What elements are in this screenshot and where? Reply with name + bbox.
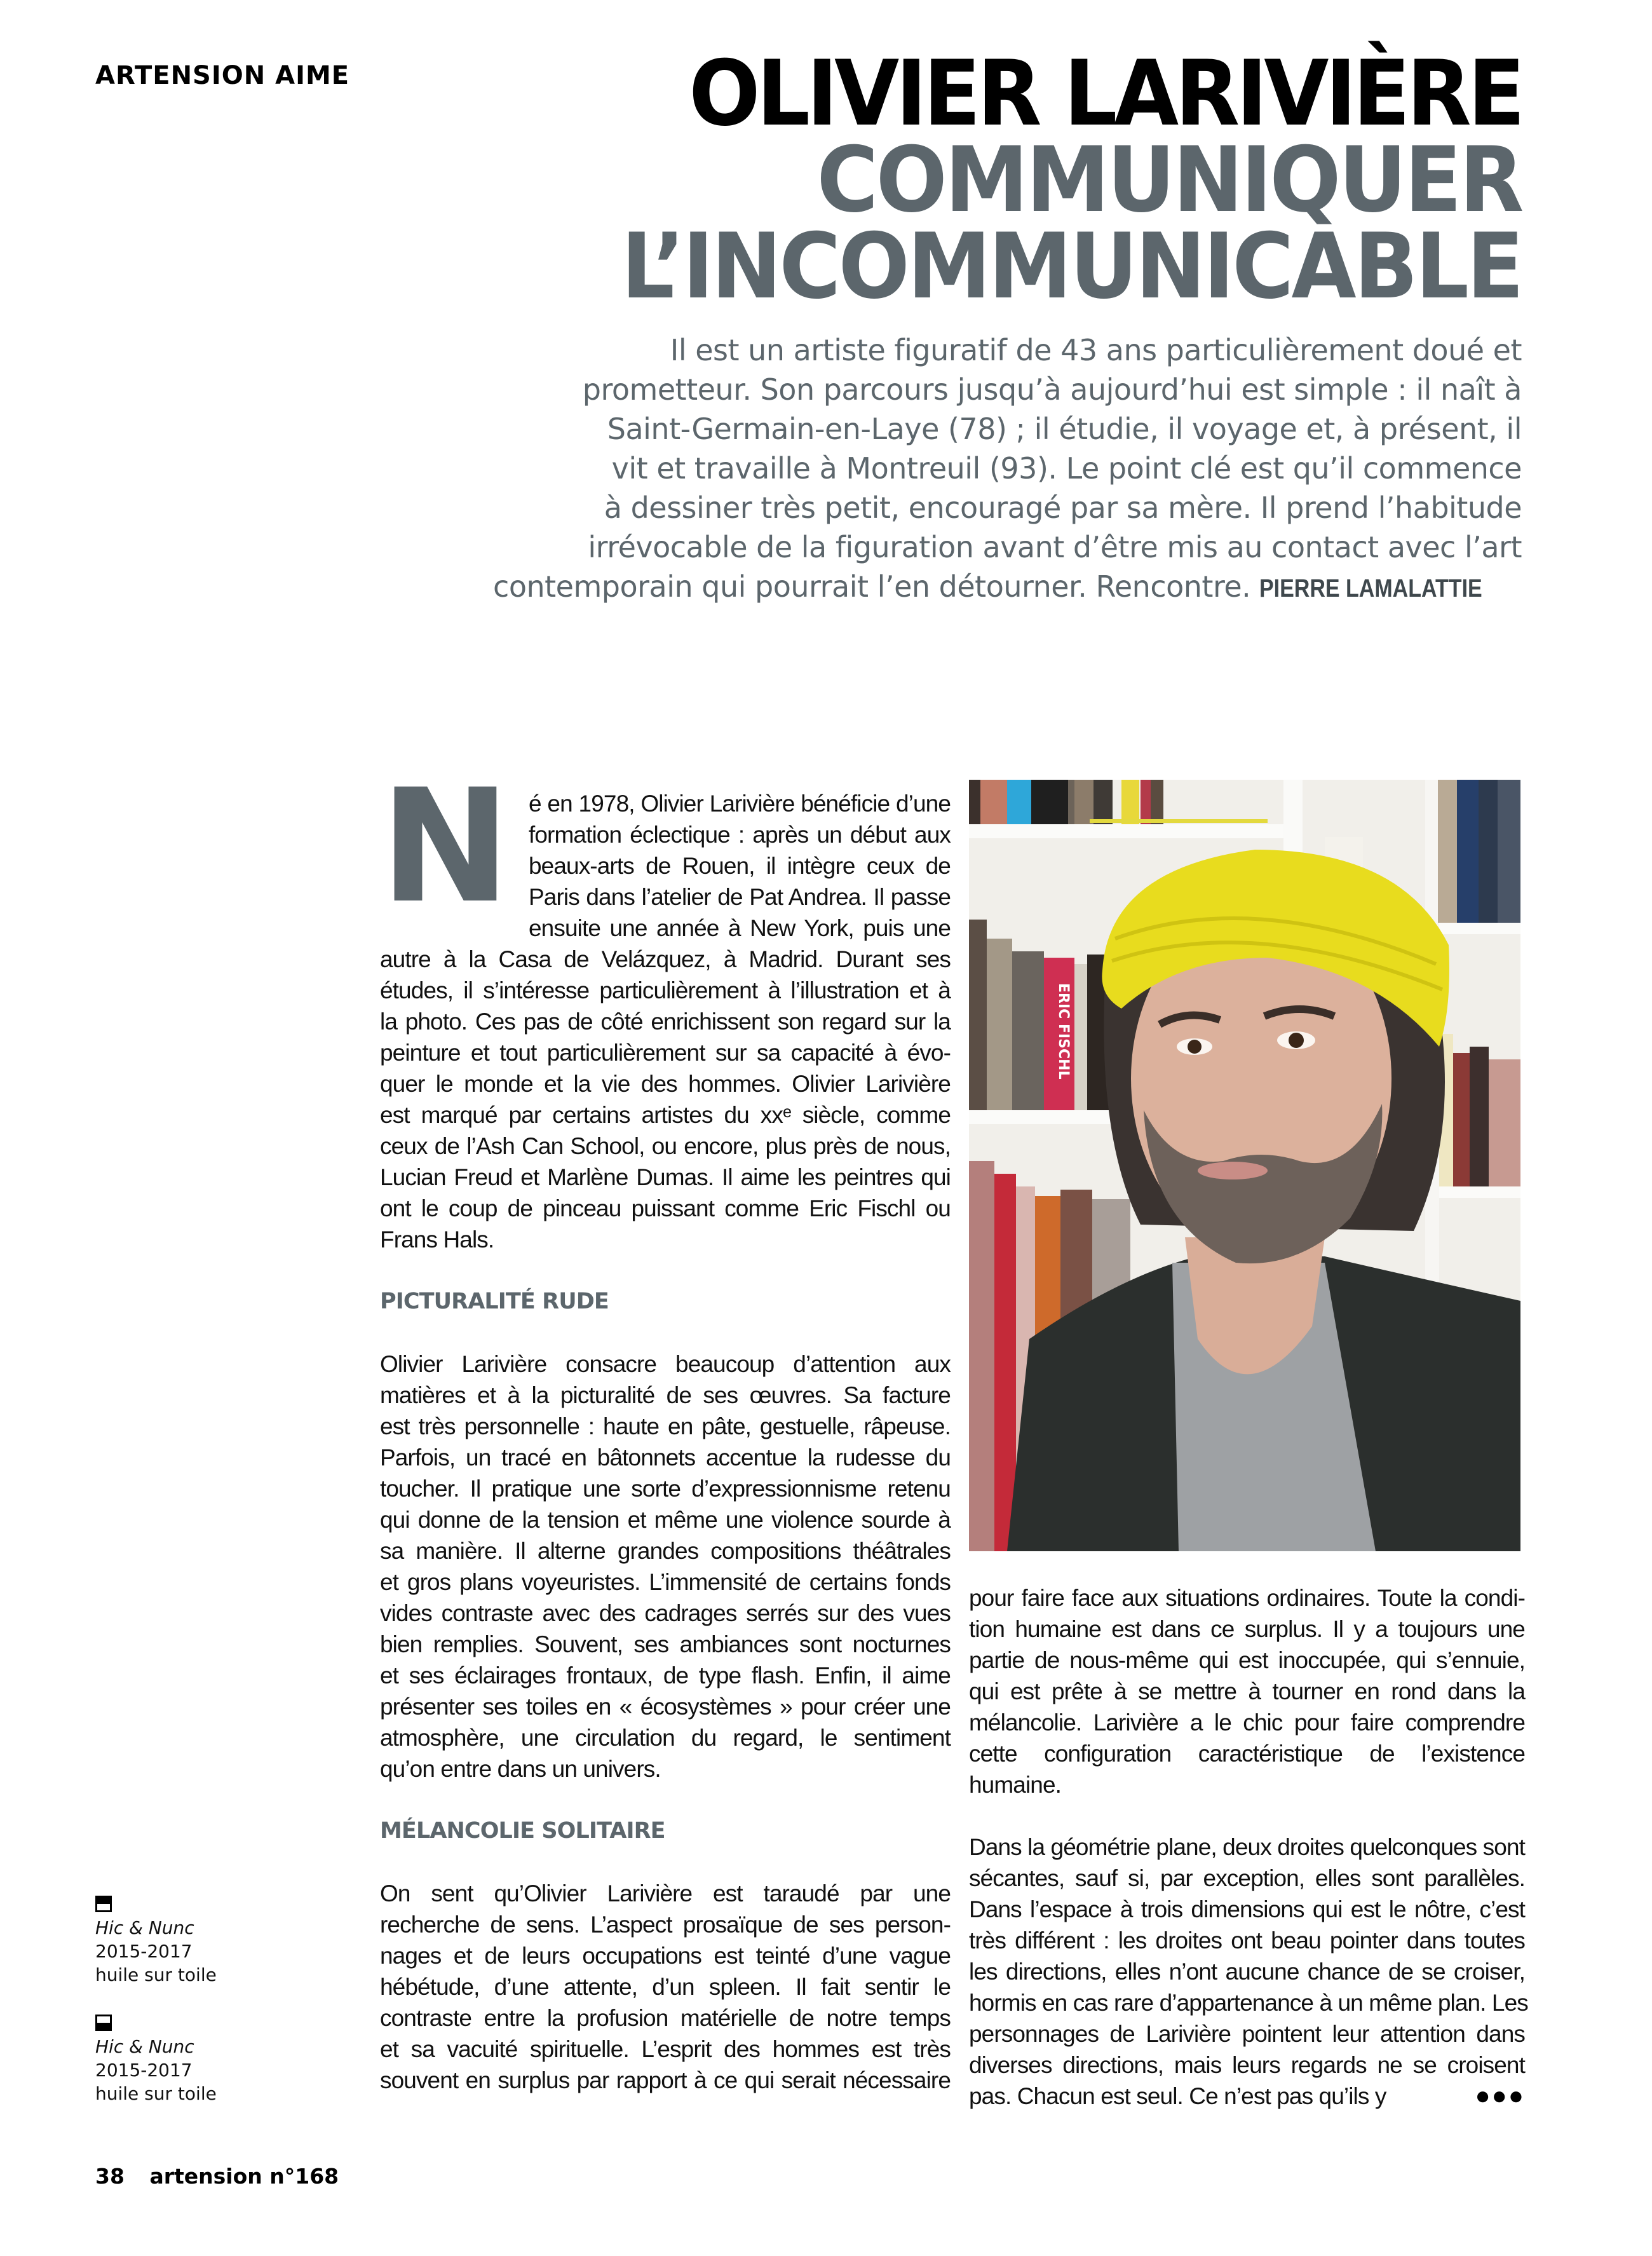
magazine-issue: artension n°168 [149, 2164, 339, 2189]
paragraph-line: ont le coup de pinceau puissant comme Eric Fischl ou [380, 1195, 951, 1221]
paragraph-line: Lucian Freud et Marlène Dumas. Il aime les peintres qui [380, 1164, 951, 1190]
artist-portrait-photo [969, 780, 1520, 1551]
portrait-illustration [969, 780, 1520, 1551]
paragraph-line: toucher. Il pratique une sorte d’expressionnisme retenu [380, 1476, 951, 1502]
standfirst [442, 330, 1522, 608]
article-title [553, 41, 1522, 319]
paragraph-line: est très personnelle : haute en pâte, gestuelle, râpeuse. [380, 1413, 951, 1439]
spacer [380, 1317, 951, 1349]
paragraph-line: tion humaine est dans ce surplus. Il y a toujours une [969, 1616, 1525, 1642]
paragraph-line: formation éclectique : après un début aux [529, 822, 951, 848]
paragraph-line: la photo. Ces pas de côté enrichissent son regard sur la [380, 1009, 951, 1035]
caption-top-half-icon [95, 1896, 112, 1912]
caption-bottom-half-icon [95, 2015, 112, 2031]
caption-medium: huile sur toile [95, 1964, 217, 1985]
paragraph-line: peinture et tout particulièrement sur sa capacité à évo- [380, 1040, 951, 1066]
paragraph-line: hébétude, d’une attente, d’un spleen. Il fait sentir le [380, 1974, 951, 2000]
paragraph-line: é en 1978, Olivier Larivière bénéficie d’une [529, 791, 951, 817]
caption-artwork-title: Hic & Nunc [95, 2036, 194, 2057]
continued-marker-icon: ●●● [1475, 2082, 1525, 2110]
paragraph-line: sa manière. Il alterne grandes compositions théâtrales [380, 1538, 951, 1564]
paragraph-line-text: pas. Chacun est seul. Ce n’est pas qu’ils y [969, 2083, 1386, 2109]
paragraph-line: autre à la Casa de Velázquez, à Madrid. Durant ses [380, 946, 951, 972]
section-rubric: ARTENSION AIME [95, 61, 350, 90]
paragraph-line: qu’on entre dans un univers. [380, 1756, 661, 1782]
paragraph-line: personnages de Larivière pointent leur attention dans [969, 2021, 1525, 2047]
standfirst-line: à dessiner très petit, encouragé par sa mère. Il prend l’habitude [604, 491, 1522, 525]
author-byline: PIERRE LAMALATTIE [1259, 574, 1483, 602]
title-subtitle-line1: COMMUNIQUER [816, 128, 1522, 233]
paragraph-line: qui est prête à se mettre à tourner en rond dans la [969, 1678, 1525, 1704]
paragraph-line: atmosphère, une circulation du regard, le sentiment [380, 1725, 951, 1751]
caption-year: 2015-2017 [95, 1941, 193, 1962]
paragraph-line: les directions, elles n’ont aucune chance de se croiser, [969, 1959, 1525, 1985]
paragraph-line: humaine. [969, 1772, 1062, 1798]
paragraph-line: On sent qu’Olivier Larivière est taraudé par une [380, 1880, 951, 1906]
paragraph-line: matières et à la picturalité de ses œuvres. Sa facture [380, 1382, 951, 1408]
paragraph-line: Paris dans l’atelier de Pat Andrea. Il passe [529, 884, 951, 910]
page-number: 38 [95, 2164, 125, 2189]
standfirst-line: irrévocable de la figuration avant d’être mis au contact avec l’art [588, 530, 1522, 564]
spacer [969, 1800, 1525, 1831]
paragraph-line: cette configuration caractéristique de l’existence [969, 1741, 1525, 1767]
spacer [380, 1255, 951, 1286]
paragraph-line: Dans l’espace à trois dimensions qui est le nôtre, c’est [969, 1896, 1525, 1922]
standfirst-line: Il est un artiste figuratif de 43 ans particulièrement doué et [670, 333, 1522, 367]
paragraph-line: et ses éclairages frontaux, de type flash. Enfin, il aime [380, 1662, 951, 1689]
paragraph-line: Olivier Larivière consacre beaucoup d’attention aux [380, 1351, 951, 1377]
standfirst-line-text: contemporain qui pourrait l’en détourner. Rencontre. [493, 569, 1251, 604]
paragraph-line: et gros plans voyeuristes. L’immensité de certains fonds [380, 1569, 951, 1595]
paragraph-line: très différent : les droites ont beau pointer dans toutes [969, 1927, 1525, 1954]
paragraph-line: nages et de leurs occupations est teinté d’une vague [380, 1943, 951, 1969]
paragraph-line: sécantes, sauf si, par exception, elles sont parallèles. [969, 1865, 1525, 1891]
paragraph-line-continued [969, 2081, 1525, 2112]
standfirst-line: vit et travaille à Montreuil (93). Le point clé est qu’il commence [611, 451, 1522, 486]
paragraph-line: vides contraste avec des cadrages serrés sur des vues [380, 1600, 951, 1626]
page-footer [95, 2164, 339, 2189]
paragraph-line: recherche de sens. L’aspect prosaïque de ses person- [380, 1912, 951, 1938]
standfirst-line: Saint-Germain-en-Laye (78) ; il étudie, il voyage et, à présent, il [607, 412, 1522, 446]
standfirst-line: prometteur. Son parcours jusqu’à aujourd’hui est simple : il naît à [582, 372, 1522, 407]
article-column-right [969, 1582, 1528, 2112]
drop-cap: N [380, 756, 511, 938]
paragraph-line: partie de nous-même qui est inoccupée, qui s’ennuie, [969, 1647, 1525, 1673]
spacer [380, 1784, 951, 1816]
caption-artwork-title: Hic & Nunc [95, 1917, 194, 1938]
caption-medium: huile sur toile [95, 2083, 217, 2104]
section-heading-picturalite: PICTURALITÉ RUDE [380, 1289, 609, 1314]
paragraph-line: ensuite une année à New York, puis une [529, 915, 951, 941]
paragraph-line: Dans la géométrie plane, deux droites quelconques sont [969, 1834, 1525, 1860]
paragraph-line: diverses directions, mais leurs regards ne se croisent [969, 2052, 1525, 2078]
paragraph-line: est marqué par certains artistes du xxᵉ siècle, comme [380, 1102, 951, 1128]
paragraph-line: pour faire face aux situations ordinaires. Toute la condi- [969, 1585, 1525, 1611]
paragraph-line: Parfois, un tracé en bâtonnets accentue la rudesse du [380, 1444, 951, 1471]
caption-2 [95, 2015, 217, 2105]
paragraph-line: études, il s’intéresse particulièrement à l’illustration et à [380, 977, 951, 1003]
section-heading-melancolie: MÉLANCOLIE SOLITAIRE [380, 1818, 665, 1844]
paragraph-line: hormis en cas rare d’appartenance à un même plan. Les [969, 1990, 1528, 2016]
paragraph-line: présenter ses toiles en « écosystèmes » pour créer une [380, 1694, 951, 1720]
paragraph-line: ceux de l’Ash Can School, ou encore, plus près de nous, [380, 1133, 951, 1159]
article-column-left [380, 788, 951, 2096]
caption-year: 2015-2017 [95, 2060, 193, 2081]
paragraph-line: bien remplies. Souvent, ses ambiances sont nocturnes [380, 1631, 951, 1657]
paragraph-line: quer le monde et la vie des hommes. Olivier Larivière [380, 1071, 951, 1097]
paragraph-line: qui donne de la tension et même une violence sourde à [380, 1507, 951, 1533]
title-subtitle-line2: L’INCOMMUNICABLE [621, 214, 1522, 319]
title-artist-name: OLIVIER LARIVIÈRE [689, 41, 1522, 146]
paragraph-line: Frans Hals. [380, 1227, 494, 1253]
standfirst-last-line [442, 567, 1522, 608]
spacer [380, 1847, 951, 1878]
caption-1 [95, 1896, 217, 1987]
paragraph-line: beaux-arts de Rouen, il intègre ceux de [529, 853, 951, 879]
paragraph-line: et sa vacuité spirituelle. L’esprit des hommes est très [380, 2036, 951, 2062]
artwork-captions [95, 1896, 217, 2133]
book-spine-text: ERIC FISCHL [1055, 983, 1071, 1080]
paragraph-line: mélancolie. Larivière a le chic pour faire comprendre [969, 1709, 1525, 1736]
paragraph-line: contraste entre la profusion matérielle de notre temps [380, 2005, 951, 2031]
paragraph-line: souvent en surplus par rapport à ce qui serait nécessaire [380, 2067, 951, 2093]
